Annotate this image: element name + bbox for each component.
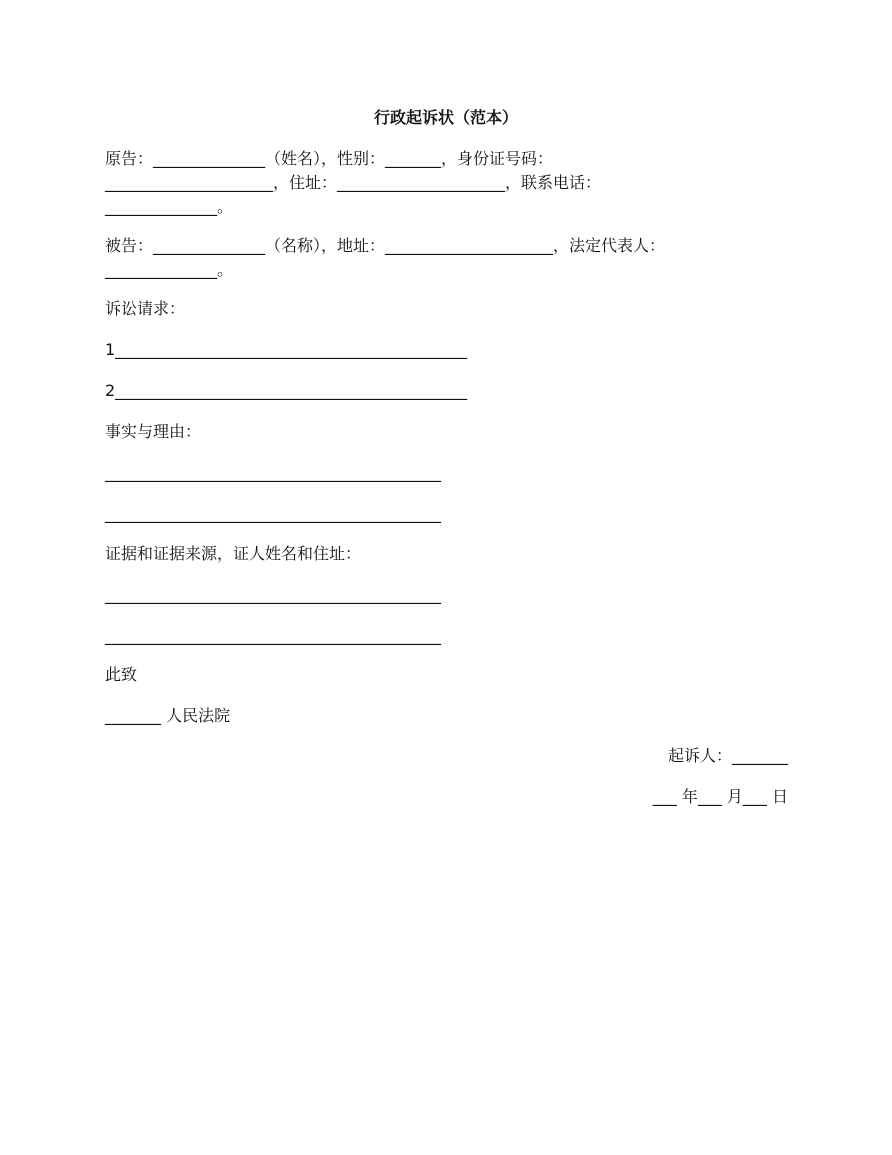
- facts-line-1: __________________________________________: [105, 463, 441, 482]
- plaintiff-line-2: _____________________，住址：_____________________，联系电话：: [105, 173, 602, 192]
- salutation: 此致: [105, 665, 138, 684]
- evidence-line-2: __________________________________________: [105, 626, 441, 645]
- claims-heading: 诉讼请求：: [105, 299, 186, 318]
- defendant-line-2: ______________。: [105, 260, 234, 279]
- claim-item-2: 2____________________________________________: [105, 381, 468, 400]
- facts-line-2: __________________________________________: [105, 504, 441, 523]
- document-title: 行政起诉状（范本）: [373, 108, 518, 127]
- date-line: ___ 年___ 月___ 日: [652, 787, 788, 806]
- plaintiff-line-1: 原告：______________（姓名），性别：_______，身份证号码：: [105, 149, 554, 168]
- plaintiff-line-3: ______________。: [105, 197, 234, 216]
- defendant-line-1: 被告：______________（名称），地址：_____________________，法定代表人：: [105, 236, 666, 255]
- evidence-heading: 证据和证据来源，证人姓名和住址：: [105, 544, 362, 563]
- signer-line: 起诉人：_______: [667, 746, 788, 765]
- evidence-line-1: __________________________________________: [105, 585, 441, 604]
- court-name: _______ 人民法院: [105, 706, 231, 725]
- facts-heading: 事实与理由：: [105, 422, 202, 441]
- claim-item-1: 1____________________________________________: [105, 340, 468, 359]
